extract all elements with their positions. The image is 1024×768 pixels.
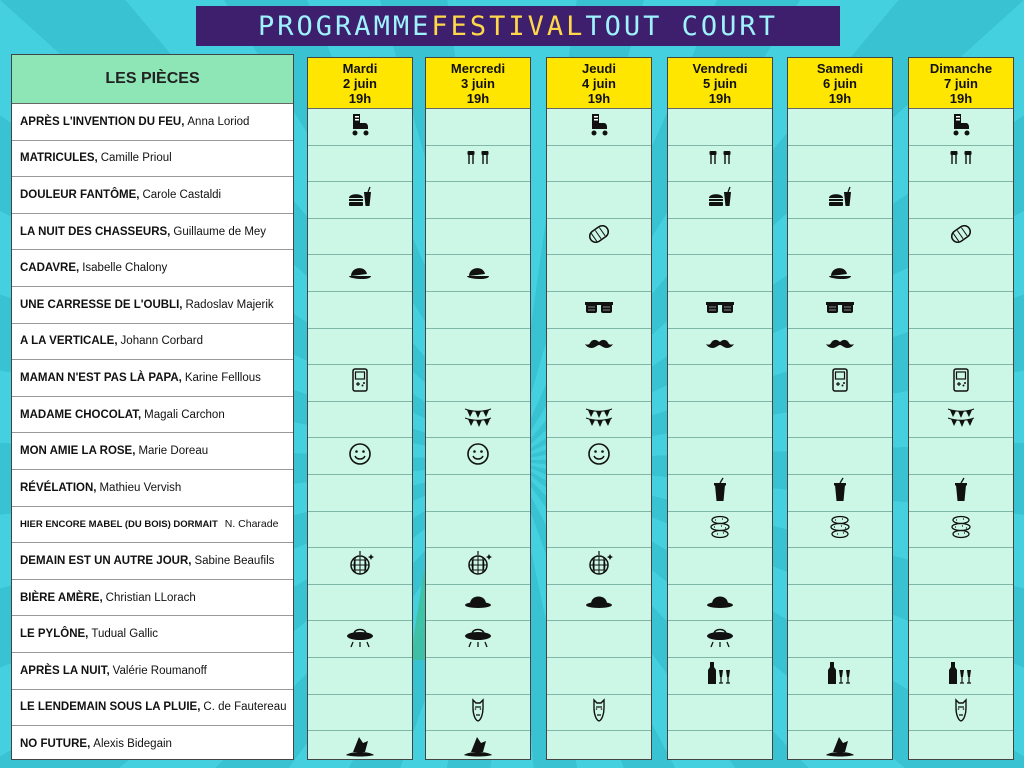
bowler-hat-icon — [584, 587, 614, 618]
cup-icon — [946, 477, 976, 508]
mustache-icon — [584, 331, 614, 362]
schedule-cell — [909, 621, 1013, 658]
schedule-cell — [668, 438, 772, 475]
schedule-cell — [909, 658, 1013, 695]
day-name: Dimanche — [929, 60, 993, 76]
piece-author: Johann Corbard — [120, 335, 204, 348]
piece-title: APRÈS LA NUIT, — [20, 664, 110, 677]
schedule-cell — [788, 438, 892, 475]
schedule-cell — [547, 292, 651, 329]
schedule-cell — [308, 365, 412, 402]
title-part-programme: PROGRAMME — [258, 10, 432, 42]
schedule-cell — [668, 329, 772, 366]
schedule-cell — [308, 695, 412, 732]
sunglasses-icon — [825, 294, 855, 325]
schedule-cell — [547, 402, 651, 439]
day-date: 6 juin — [823, 75, 857, 91]
schedule-cell — [426, 402, 530, 439]
day-column — [908, 57, 1014, 760]
piece-author: Guillaume de Mey — [173, 225, 267, 238]
schedule-cell — [788, 731, 892, 768]
bottles-icon — [705, 660, 735, 691]
bowler-hat-icon — [463, 587, 493, 618]
schedule-cell — [909, 512, 1013, 549]
bottles-icon — [825, 660, 855, 691]
piece-row — [12, 580, 293, 617]
piece-title: APRÈS L'INVENTION DU FEU, — [20, 115, 185, 128]
schedule-cell — [788, 548, 892, 585]
day-time: 19h — [828, 90, 852, 106]
schedule-cell — [788, 255, 892, 292]
cup-icon — [705, 477, 735, 508]
schedule-cell — [909, 548, 1013, 585]
piece-title: RÉVÉLATION, — [20, 481, 97, 494]
schedule-cell — [668, 292, 772, 329]
piece-author: Marie Doreau — [138, 445, 209, 458]
schedule-cell — [909, 475, 1013, 512]
schedule-cell — [308, 512, 412, 549]
schedule-cell — [547, 695, 651, 732]
piece-title: LE PYLÔNE, — [20, 628, 89, 641]
schedule-cell — [788, 475, 892, 512]
macarons-icon — [946, 514, 976, 545]
day-date: 5 juin — [703, 75, 737, 91]
bottles-icon — [946, 660, 976, 691]
schedule-cell — [668, 146, 772, 183]
piece-title: LE LENDEMAIN SOUS LA PLUIE, — [20, 701, 201, 714]
piece-row — [12, 214, 293, 251]
smiley-icon — [584, 441, 614, 472]
piece-title: DOULEUR FANTÔME, — [20, 188, 140, 201]
schedule-cell — [668, 402, 772, 439]
piece-author: Camille Prioul — [100, 152, 172, 165]
piece-title: A LA VERTICALE, — [20, 335, 118, 348]
piece-author: N. Charade — [224, 518, 279, 531]
schedule-cell — [668, 548, 772, 585]
schedule-cell — [308, 475, 412, 512]
gameboy-icon — [345, 367, 375, 398]
schedule-cell — [308, 182, 412, 219]
schedule-cell — [547, 475, 651, 512]
schedule-cell — [788, 402, 892, 439]
schedule-cell — [909, 365, 1013, 402]
horse-icon — [584, 697, 614, 728]
schedule-cell — [308, 621, 412, 658]
piece-author: Karine Felllous — [184, 371, 261, 384]
day-header — [668, 58, 772, 109]
schedule-cell — [788, 292, 892, 329]
cap-icon — [463, 258, 493, 289]
day-name: Mercredi — [450, 60, 506, 76]
piece-author: Sabine Beaufils — [194, 554, 275, 567]
schedule-cell — [788, 585, 892, 622]
piece-title: LA NUIT DES CHASSEURS, — [20, 225, 171, 238]
schedule-cell — [426, 182, 530, 219]
burger-drink-icon — [825, 184, 855, 215]
schedule-cell — [308, 219, 412, 256]
bunting-icon — [463, 404, 493, 435]
piece-title: DEMAIN EST UN AUTRE JOUR, — [20, 554, 192, 567]
sunglasses-icon — [584, 294, 614, 325]
gameboy-icon — [946, 367, 976, 398]
piece-author: Alexis Bidegain — [93, 738, 172, 751]
schedule-cell — [426, 109, 530, 146]
ufo-icon — [345, 624, 375, 655]
rollerskate-icon — [946, 111, 976, 142]
piece-row — [12, 250, 293, 287]
schedule-cell — [426, 475, 530, 512]
schedule-cell — [909, 329, 1013, 366]
schedule-cell — [426, 658, 530, 695]
schedule-cell — [547, 109, 651, 146]
schedule-cell — [909, 219, 1013, 256]
schedule-cell — [547, 329, 651, 366]
schedule-cell — [426, 292, 530, 329]
rollerskate-icon — [345, 111, 375, 142]
burrito-icon — [584, 221, 614, 252]
rollerskate-icon — [584, 111, 614, 142]
schedule-cell — [308, 658, 412, 695]
schedule-cell — [426, 255, 530, 292]
schedule-cell — [547, 219, 651, 256]
cup-icon — [825, 477, 855, 508]
schedule-cell — [788, 365, 892, 402]
day-column — [425, 57, 531, 760]
schedule-cell — [909, 182, 1013, 219]
day-name: Vendredi — [692, 60, 748, 76]
day-header — [426, 58, 530, 109]
bowler-hat-icon — [705, 587, 735, 618]
schedule-cell — [426, 621, 530, 658]
schedule-cell — [426, 512, 530, 549]
piece-author: Mathieu Vervish — [99, 481, 182, 494]
schedule-cell — [547, 585, 651, 622]
sunglasses-icon — [705, 294, 735, 325]
day-date: 3 juin — [461, 75, 495, 91]
day-header — [788, 58, 892, 109]
schedule-cell — [788, 512, 892, 549]
burrito-icon — [946, 221, 976, 252]
piece-author: Radoslav Majerik — [185, 298, 274, 311]
schedule-cell — [547, 512, 651, 549]
bunting-icon — [946, 404, 976, 435]
piece-row — [12, 616, 293, 653]
piece-title: MATRICULES, — [20, 152, 98, 165]
schedule-cell — [308, 329, 412, 366]
schedule-cell — [547, 365, 651, 402]
piece-row — [12, 507, 293, 544]
schedule-cell — [547, 146, 651, 183]
schedule-cell — [547, 658, 651, 695]
schedule-cell — [547, 621, 651, 658]
piece-title: MON AMIE LA ROSE, — [20, 445, 136, 458]
schedule-cell — [426, 548, 530, 585]
schedule-cell — [909, 731, 1013, 768]
pieces-header: LES PIÈCES — [12, 55, 293, 104]
page-title — [196, 6, 840, 46]
schedule-cell — [909, 255, 1013, 292]
schedule-cell — [547, 255, 651, 292]
smiley-icon — [345, 441, 375, 472]
schedule-cell — [909, 585, 1013, 622]
mustache-icon — [825, 331, 855, 362]
piece-author: Carole Castaldi — [142, 188, 222, 201]
macarons-icon — [825, 514, 855, 545]
piece-title: NO FUTURE, — [20, 738, 91, 751]
smiley-icon — [463, 441, 493, 472]
ufo-icon — [463, 624, 493, 655]
piece-row — [12, 397, 293, 434]
cap-icon — [345, 258, 375, 289]
horse-icon — [946, 697, 976, 728]
piece-row — [12, 653, 293, 690]
piece-author: Tudual Gallic — [91, 628, 159, 641]
piece-row — [12, 324, 293, 361]
schedule-cell — [308, 731, 412, 768]
schedule-cell — [426, 146, 530, 183]
burger-drink-icon — [705, 184, 735, 215]
day-header — [308, 58, 412, 109]
schedule-cell — [547, 182, 651, 219]
schedule-cell — [668, 658, 772, 695]
schedule-cell — [668, 255, 772, 292]
schedule-cell — [308, 438, 412, 475]
schedule-cell — [308, 548, 412, 585]
schedule-cell — [788, 621, 892, 658]
mustache-icon — [705, 331, 735, 362]
horse-icon — [463, 697, 493, 728]
piece-title: MADAME CHOCOLAT, — [20, 408, 142, 421]
bunting-icon — [584, 404, 614, 435]
schedule-cell — [668, 219, 772, 256]
day-time: 19h — [587, 90, 611, 106]
witch-hat-icon — [463, 734, 493, 765]
piece-row — [12, 470, 293, 507]
schedule-cell — [668, 475, 772, 512]
schedule-cell — [909, 402, 1013, 439]
headphones-icon — [705, 148, 735, 179]
day-time: 19h — [949, 90, 973, 106]
schedule-cell — [547, 548, 651, 585]
schedule-cell — [308, 402, 412, 439]
witch-hat-icon — [825, 734, 855, 765]
schedule-cell — [668, 621, 772, 658]
schedule-cell — [668, 585, 772, 622]
day-time: 19h — [466, 90, 490, 106]
schedule-cell — [547, 731, 651, 768]
day-name: Mardi — [342, 60, 378, 76]
schedule-cell — [426, 365, 530, 402]
day-date: 4 juin — [582, 75, 616, 91]
schedule-cell — [909, 109, 1013, 146]
schedule-cell — [668, 365, 772, 402]
headphones-icon — [463, 148, 493, 179]
title-part-festival: FESTIVAL — [431, 10, 586, 42]
schedule-cell — [909, 292, 1013, 329]
witch-hat-icon — [345, 734, 375, 765]
schedule-cell — [668, 695, 772, 732]
schedule-cell — [668, 182, 772, 219]
piece-author: Christian LLorach — [105, 591, 196, 604]
piece-row — [12, 433, 293, 470]
cap-icon — [825, 258, 855, 289]
discoball-icon — [463, 550, 493, 581]
schedule-cell — [426, 695, 530, 732]
day-header — [547, 58, 651, 109]
discoball-icon — [584, 550, 614, 581]
schedule-cell — [788, 182, 892, 219]
piece-title: UNE CARRESSE DE L'OUBLI, — [20, 298, 183, 311]
schedule-cell — [308, 146, 412, 183]
piece-row — [12, 177, 293, 214]
day-time: 19h — [348, 90, 372, 106]
piece-row — [12, 141, 293, 178]
pieces-column — [11, 54, 294, 760]
schedule-cell — [426, 219, 530, 256]
day-column — [787, 57, 893, 760]
day-name: Jeudi — [582, 60, 616, 76]
schedule-cell — [788, 329, 892, 366]
day-header — [909, 58, 1013, 109]
piece-author: Anna Loriod — [187, 115, 250, 128]
piece-row — [12, 726, 293, 763]
schedule-cell — [426, 731, 530, 768]
schedule-cell — [909, 695, 1013, 732]
piece-row — [12, 690, 293, 727]
schedule-cell — [668, 731, 772, 768]
piece-title: CADAVRE, — [20, 262, 80, 275]
title-part-tout-court: TOUT COURT — [585, 10, 778, 42]
piece-row — [12, 287, 293, 324]
schedule-cell — [909, 438, 1013, 475]
burger-drink-icon — [345, 184, 375, 215]
piece-title: MAMAN N'EST PAS LÀ PAPA, — [20, 371, 182, 384]
schedule-cell — [426, 585, 530, 622]
schedule-cell — [909, 146, 1013, 183]
schedule-cell — [788, 219, 892, 256]
schedule-cell — [788, 658, 892, 695]
gameboy-icon — [825, 367, 855, 398]
piece-row — [12, 543, 293, 580]
schedule-cell — [788, 695, 892, 732]
piece-title: HIER ENCORE MABEL (DU BOIS) DORMAIT — [20, 518, 218, 530]
piece-row — [12, 360, 293, 397]
schedule-cell — [308, 292, 412, 329]
piece-author: Valérie Roumanoff — [112, 664, 207, 677]
piece-author: Isabelle Chalony — [82, 262, 168, 275]
schedule-cell — [308, 109, 412, 146]
headphones-icon — [946, 148, 976, 179]
piece-author: Magali Carchon — [144, 408, 225, 421]
schedule-cell — [668, 512, 772, 549]
piece-title: BIÈRE AMÈRE, — [20, 591, 103, 604]
schedule-cell — [788, 146, 892, 183]
discoball-icon — [345, 550, 375, 581]
schedule-cell — [426, 438, 530, 475]
schedule-cell — [426, 329, 530, 366]
piece-row — [12, 104, 293, 141]
schedule-cell — [547, 438, 651, 475]
schedule-cell — [308, 585, 412, 622]
macarons-icon — [705, 514, 735, 545]
schedule-cell — [788, 109, 892, 146]
schedule-cell — [668, 109, 772, 146]
day-column — [307, 57, 413, 760]
day-date: 2 juin — [343, 75, 377, 91]
piece-author: C. de Fautereau — [203, 701, 287, 714]
schedule-cell — [308, 255, 412, 292]
ufo-icon — [705, 624, 735, 655]
day-column — [546, 57, 652, 760]
day-column — [667, 57, 773, 760]
day-time: 19h — [708, 90, 732, 106]
day-date: 7 juin — [944, 75, 978, 91]
day-name: Samedi — [816, 60, 864, 76]
